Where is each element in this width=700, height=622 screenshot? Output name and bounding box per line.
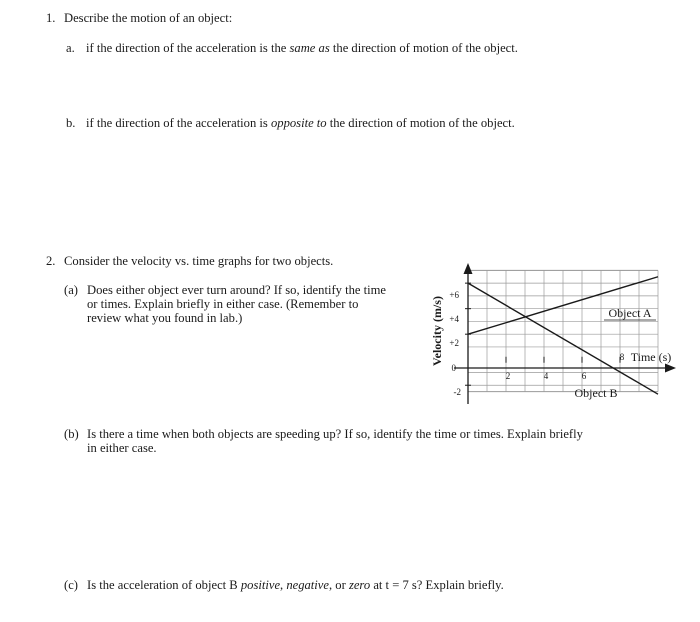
- question-2b-text: [87, 427, 583, 455]
- x-tick-label: 6: [581, 371, 587, 381]
- question-1b-label: b.: [66, 116, 76, 130]
- question-2c-em-zero: zero: [348, 578, 371, 592]
- x-axis-label: Time (s): [630, 350, 672, 364]
- y-tick-label: +4: [449, 314, 459, 324]
- question-1a-pre: if the direction of the acceleration is the: [86, 41, 290, 55]
- y-tick-label: -2: [453, 387, 461, 397]
- question-2a-line: review what you found in lab.): [87, 311, 243, 325]
- question-2c-text: [87, 578, 504, 592]
- question-2c-sep: , or: [329, 578, 349, 592]
- question-2b-label: (b): [64, 427, 79, 441]
- question-2-number: 2.: [46, 254, 56, 268]
- question-2a-label: (a): [64, 283, 78, 297]
- question-1-stem: Describe the motion of an object:: [64, 11, 233, 25]
- question-1b-text: [86, 116, 515, 130]
- question-1b-emphasis: opposite to: [270, 116, 327, 130]
- velocity-time-graph: [428, 258, 678, 408]
- question-2a-line: Does either object ever turn around? If so, identify the time: [87, 283, 386, 297]
- question-1b-pre: if the direction of the acceleration is: [86, 116, 271, 130]
- question-1a-post: the direction of motion of the object.: [329, 41, 518, 55]
- y-tick-label: 0: [451, 363, 456, 373]
- question-2a-text: [87, 283, 386, 325]
- y-axis-arrowhead: [464, 263, 473, 274]
- question-2c-pre: Is the acceleration of object B: [87, 578, 241, 592]
- x-tick-label: 8: [619, 352, 625, 362]
- question-2c-em-positive: positive: [240, 578, 281, 592]
- question-2c-label: (c): [64, 578, 78, 592]
- question-1b-post: the direction of motion of the object.: [326, 116, 515, 130]
- chart-labels: [430, 290, 671, 400]
- question-2b-line: Is there a time when both objects are speeding up? If so, identify the time or times. Explain briefly: [87, 427, 583, 441]
- question-2c-post: at t = 7 s? Explain briefly.: [370, 578, 504, 592]
- series-label-object-a: Object A: [608, 306, 652, 320]
- question-1a-text: [86, 41, 518, 55]
- question-2c-sep: ,: [280, 578, 287, 592]
- x-axis-arrowhead: [665, 364, 676, 373]
- x-tick-label: 2: [505, 371, 511, 381]
- y-axis-label: Velocity (m/s): [430, 296, 444, 366]
- question-2-stem: Consider the velocity vs. time graphs for two objects.: [64, 254, 334, 268]
- x-tick-label: 4: [543, 371, 549, 381]
- question-2a-line: or times. Explain briefly in either case. (Remember to: [87, 297, 359, 311]
- y-tick-label: +6: [449, 290, 459, 300]
- y-tick-label: +2: [449, 338, 459, 348]
- chart-grid: [465, 270, 658, 391]
- question-2b-line: in either case.: [87, 441, 157, 455]
- series-label-object-b: Object B: [574, 386, 618, 400]
- question-1a-emphasis: same as: [289, 41, 330, 55]
- question-1a-label: a.: [66, 41, 75, 55]
- question-1-number: 1.: [46, 11, 56, 25]
- question-2c-em-negative: negative: [286, 578, 329, 592]
